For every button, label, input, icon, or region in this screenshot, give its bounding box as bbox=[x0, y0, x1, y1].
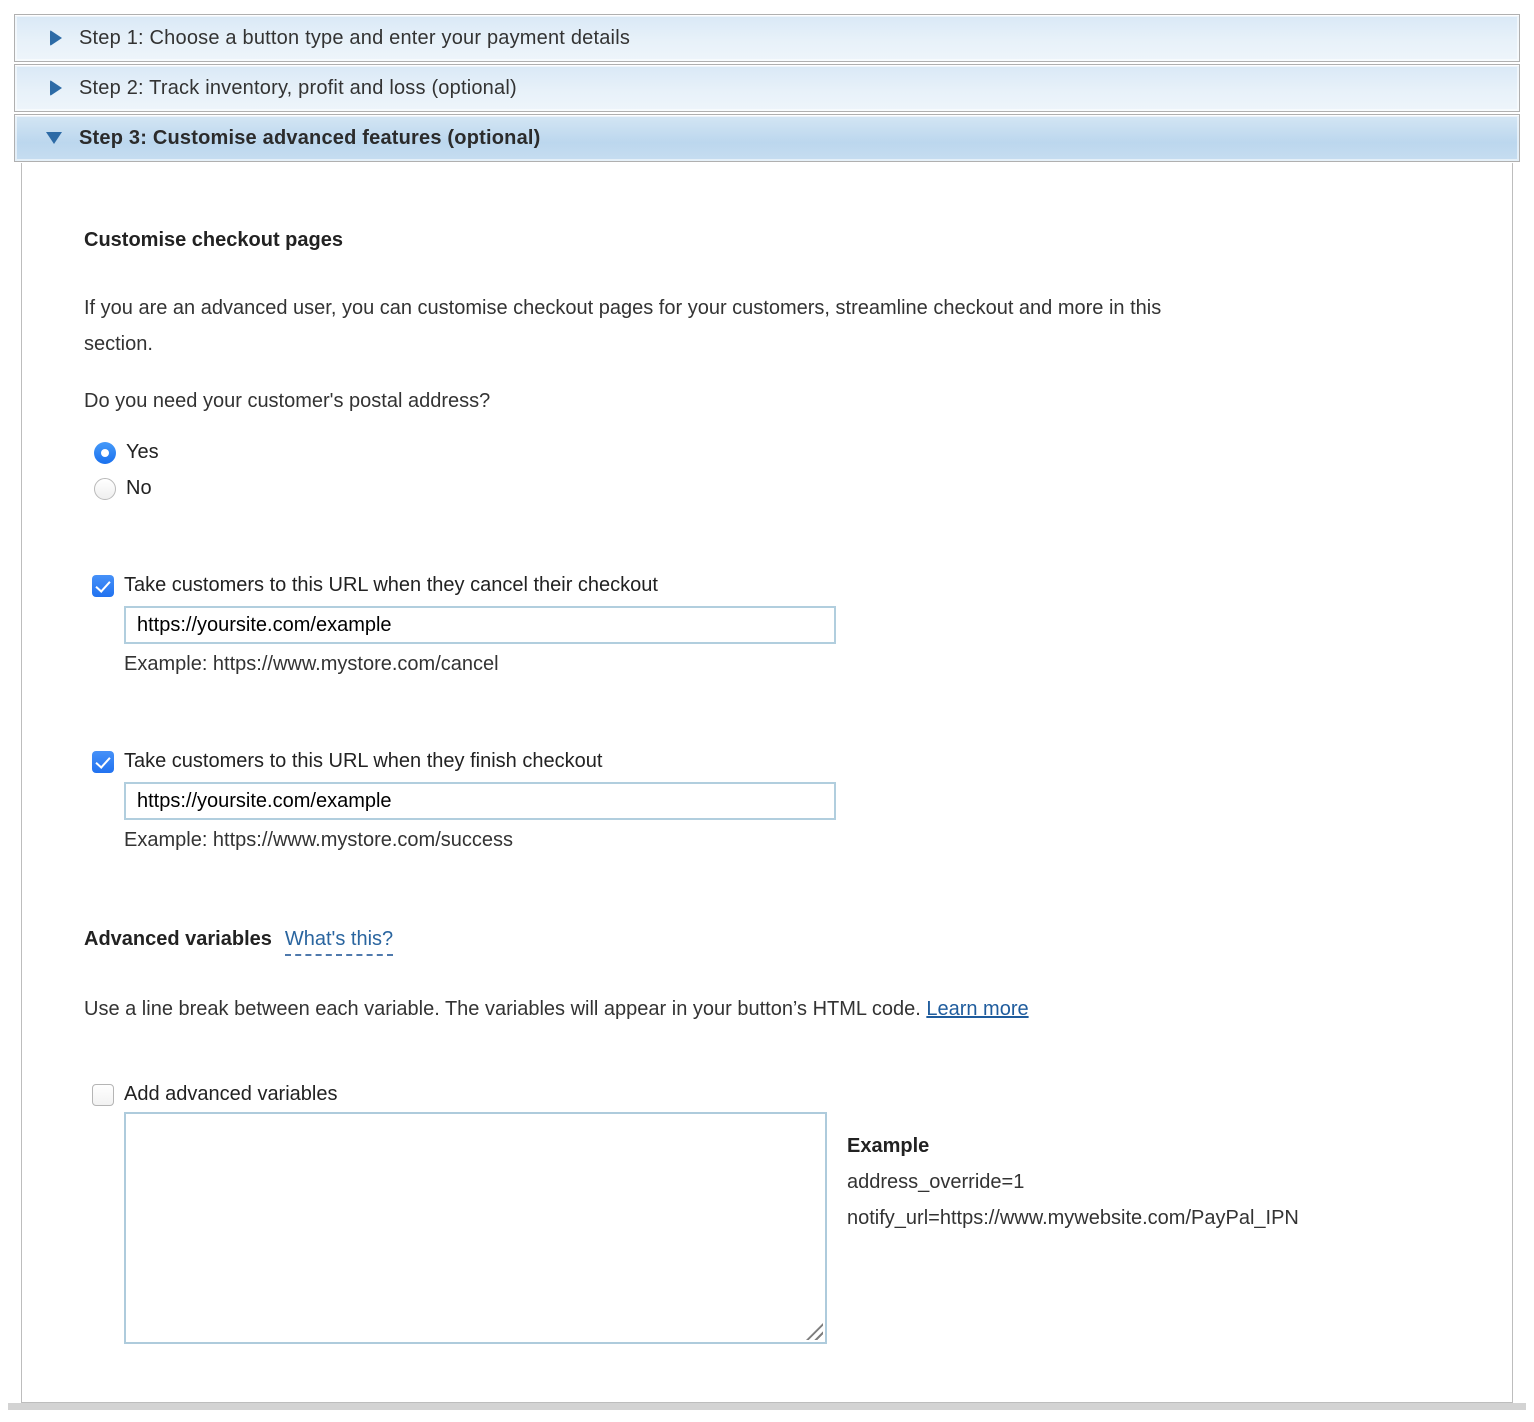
advanced-variables-heading-row bbox=[84, 928, 1472, 956]
chevron-down-icon bbox=[46, 132, 62, 144]
advanced-variables-textarea[interactable] bbox=[124, 1112, 827, 1344]
finish-url-checkbox[interactable] bbox=[92, 751, 114, 773]
radio-row-no bbox=[94, 477, 1472, 500]
advanced-variables-heading: Advanced variables bbox=[84, 928, 272, 950]
accordion-header-step-3[interactable] bbox=[14, 114, 1520, 162]
add-advanced-variables-checkbox[interactable] bbox=[92, 1084, 114, 1106]
add-advanced-variables-row bbox=[92, 1083, 1472, 1106]
cancel-url-checkbox-row bbox=[92, 574, 1472, 597]
step-1-title: Step 1: Choose a button type and enter your payment details bbox=[79, 26, 631, 49]
accordion-header-step-2[interactable] bbox=[14, 64, 1520, 112]
accordion-header-step-1[interactable] bbox=[14, 14, 1520, 62]
finish-url-example-text: Example: https://www.mystore.com/success bbox=[124, 829, 514, 851]
postal-no-label[interactable]: No bbox=[126, 477, 152, 499]
cancel-url-block bbox=[92, 574, 1472, 676]
finish-url-block bbox=[92, 750, 1472, 852]
radio-row-yes bbox=[94, 441, 1472, 464]
postal-address-question: Do you need your customer's postal address? bbox=[84, 390, 491, 412]
cancel-url-example-text: Example: https://www.mystore.com/cancel bbox=[124, 653, 499, 675]
learn-more-link[interactable]: Learn more bbox=[926, 998, 1029, 1020]
postal-yes-label[interactable]: Yes bbox=[126, 441, 159, 463]
add-advanced-variables-label[interactable]: Add advanced variables bbox=[124, 1083, 338, 1105]
intro-line-1: If you are an advanced user, you can customise checkout pages for your customers, streamline checkout and more in this bbox=[84, 297, 1162, 319]
intro-paragraph bbox=[84, 290, 1472, 362]
instructions-text: Use a line break between each variable. The variables will appear in your button’s HTML code. bbox=[84, 998, 921, 1020]
example-heading: Example bbox=[847, 1135, 930, 1157]
advanced-variables-textarea-row bbox=[92, 1112, 1472, 1344]
postal-address-radio-group bbox=[94, 441, 1472, 500]
example-line-1: address_override=1 bbox=[847, 1171, 1025, 1193]
example-line-2: notify_url=https://www.mywebsite.com/PayPal_IPN bbox=[847, 1207, 1299, 1229]
step-2-title: Step 2: Track inventory, profit and loss (optional) bbox=[79, 76, 517, 99]
chevron-right-icon bbox=[50, 30, 62, 46]
panel-bottom-shadow bbox=[8, 1403, 1526, 1410]
add-advanced-variables-block bbox=[92, 1083, 1472, 1344]
cancel-url-input[interactable] bbox=[124, 606, 836, 644]
finish-url-checkbox-row bbox=[92, 750, 1472, 773]
advanced-example-column bbox=[847, 1128, 1299, 1236]
step-3-title: Step 3: Customise advanced features (optional) bbox=[79, 126, 541, 149]
postal-yes-radio[interactable] bbox=[94, 442, 116, 464]
cancel-url-checkbox-label[interactable]: Take customers to this URL when they cancel their checkout bbox=[124, 574, 658, 596]
advanced-variables-instructions bbox=[84, 998, 1472, 1021]
customise-checkout-heading: Customise checkout pages bbox=[84, 229, 343, 251]
whats-this-link[interactable]: What's this? bbox=[285, 928, 393, 956]
step-3-panel bbox=[21, 163, 1513, 1403]
finish-url-input[interactable] bbox=[124, 782, 836, 820]
textarea-wrapper bbox=[124, 1112, 827, 1344]
postal-no-radio[interactable] bbox=[94, 478, 116, 500]
chevron-right-icon bbox=[50, 80, 62, 96]
finish-url-checkbox-label[interactable]: Take customers to this URL when they finish checkout bbox=[124, 750, 603, 772]
cancel-url-checkbox[interactable] bbox=[92, 575, 114, 597]
intro-line-2: section. bbox=[84, 333, 153, 355]
